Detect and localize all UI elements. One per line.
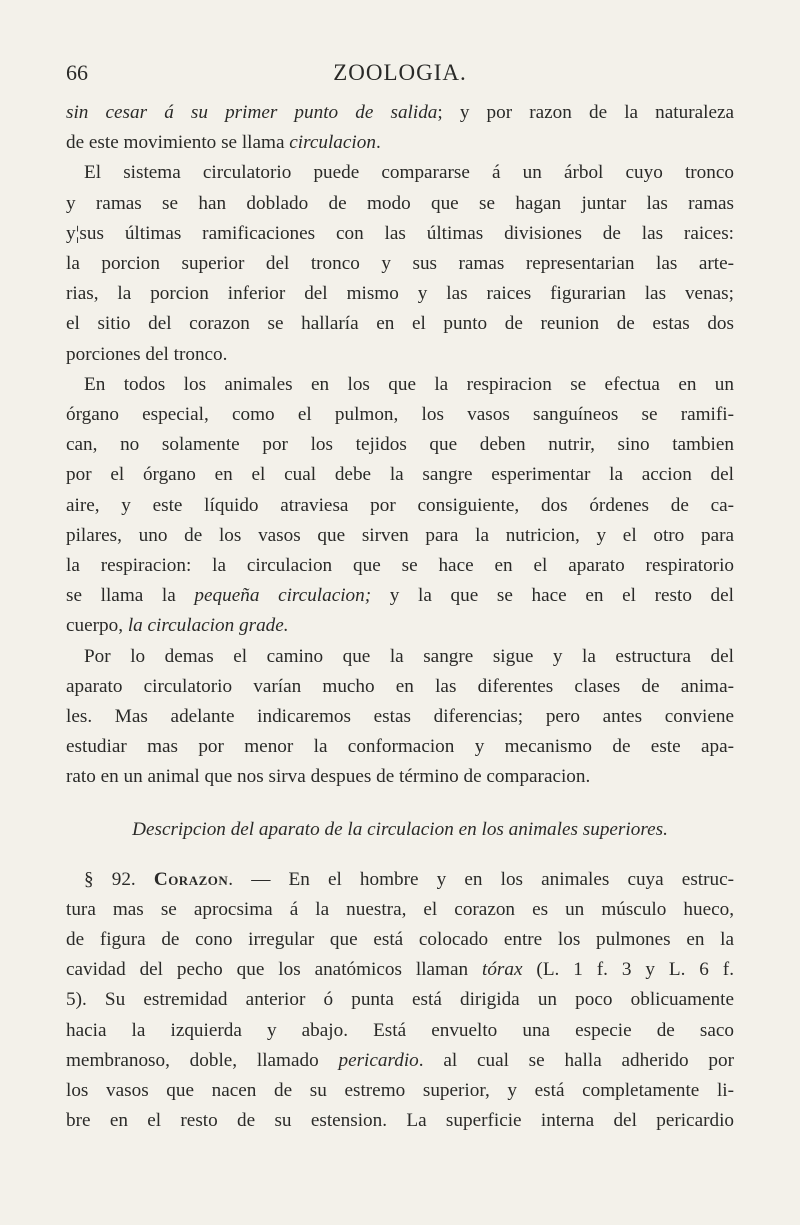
italic-phrase: sin cesar á su primer punto de salida	[66, 102, 438, 123]
text-run: cavidad del pecho que los anatómicos llaman	[66, 959, 482, 981]
text-line: de figura de cono irregular que está colocado entre los pulmones en la	[66, 929, 734, 951]
text-line: rato en un animal que nos sirva despues de término de comparacion.	[66, 766, 591, 788]
paragraph-2	[66, 158, 734, 369]
text-line: can, no solamente por los tejidos que deben nutrir, sino tambien	[66, 434, 734, 456]
text-line	[66, 955, 734, 985]
text-line: el sitio del corazon se hallaría en el punto de reunion de estas dos	[66, 313, 734, 335]
text-line: por el órgano en el cual debe la sangre esperimentar la accion del	[66, 464, 734, 486]
text-line: la porcion superior del tronco y sus ramas representarian las arte-	[66, 253, 734, 275]
text-run: . al cual se halla adherido por	[418, 1049, 734, 1071]
paragraph-3	[66, 370, 734, 642]
text-line: tura mas se aprocsima á la nuestra, el corazon es un músculo hueco,	[66, 898, 734, 920]
text-line: la respiracion: la circulacion que se hace en el aparato respiratorio	[66, 555, 734, 577]
text-line	[66, 98, 734, 128]
text-line: 5). Su estremidad anterior ó punta está dirigida un poco oblicuamente	[66, 989, 734, 1011]
text-line: órgano especial, como el pulmon, los vasos sanguíneos se ramifi-	[66, 404, 734, 426]
page-body	[66, 98, 734, 1137]
italic-term: circulacion	[289, 132, 376, 154]
text-line	[66, 865, 734, 895]
text-line	[66, 581, 734, 611]
text-line: El sistema circulatorio puede compararse á un árbol cuyo tronco	[84, 162, 734, 184]
text-line: rias, la porcion inferior del mismo y las raices figurarian las venas;	[66, 283, 734, 305]
text-run: ; y por razon de la naturaleza	[437, 102, 734, 123]
text-line: aparato circulatorio varían mucho en las diferentes clases de anima-	[66, 675, 734, 697]
text-line: los vasos que nacen de su estremo superior, y está completamente li-	[66, 1080, 734, 1102]
text-run: .	[375, 132, 381, 154]
running-head: ZOOLOGIA.	[333, 60, 467, 85]
text-run: (L. 1 f. 3 y L. 6 f.	[522, 959, 734, 981]
text-line: estudiar mas por menor la conformacion y mecanismo de este apa-	[66, 736, 734, 758]
text-line: En todos los animales en los que la respiracion se efectua en un	[84, 373, 734, 395]
text-run: . — En el hombre y en los animales cuya estruc-	[228, 868, 735, 890]
text-line: aire, y este líquido atraviesa por consiguiente, dos órdenes de ca-	[66, 494, 734, 516]
text-line: pilares, uno de los vasos que sirven para la nutricion, y el otro para	[66, 524, 734, 546]
italic-term: la circulacion grade.	[127, 615, 289, 637]
text-run: se llama la	[66, 585, 195, 607]
page-header	[66, 60, 734, 96]
paragraph-1	[66, 98, 734, 158]
section-keyword: Corazon	[153, 868, 229, 890]
paragraph-4	[66, 642, 734, 793]
text-line: les. Mas adelante indicaremos estas diferencias; pero antes conviene	[66, 706, 734, 728]
text-run: cuerpo,	[66, 615, 128, 637]
text-line: porciones del tronco.	[66, 343, 228, 365]
text-line: Por lo demas el camino que la sangre sigue y la estructura del	[84, 645, 734, 667]
italic-term: pequeña circulacion;	[194, 585, 372, 607]
italic-term: pericardio	[338, 1049, 419, 1071]
text-run: de este movimiento se llama	[66, 132, 290, 154]
section-number: § 92.	[84, 868, 154, 890]
text-run: y la que se hace en el resto del	[371, 585, 735, 607]
text-line	[66, 1046, 734, 1076]
text-line: y¦sus últimas ramificaciones con las últimas divisiones de las raices:	[66, 222, 734, 244]
text-line	[66, 128, 734, 158]
text-line: hacia la izquierda y abajo. Está envuelto una especie de saco	[66, 1019, 734, 1041]
italic-term: tórax	[482, 959, 523, 981]
paragraph-5	[66, 865, 734, 1137]
section-subheading: Descripcion del aparato de la circulacion en los animales superiores.	[132, 818, 668, 840]
text-run: membranoso, doble, llamado	[66, 1049, 339, 1071]
text-line: bre en el resto de su estension. La superficie interna del pericardio	[66, 1110, 734, 1132]
page-number: 66	[66, 60, 88, 85]
text-line: y ramas se han doblado de modo que se hagan juntar las ramas	[66, 192, 734, 214]
text-line	[66, 611, 734, 641]
